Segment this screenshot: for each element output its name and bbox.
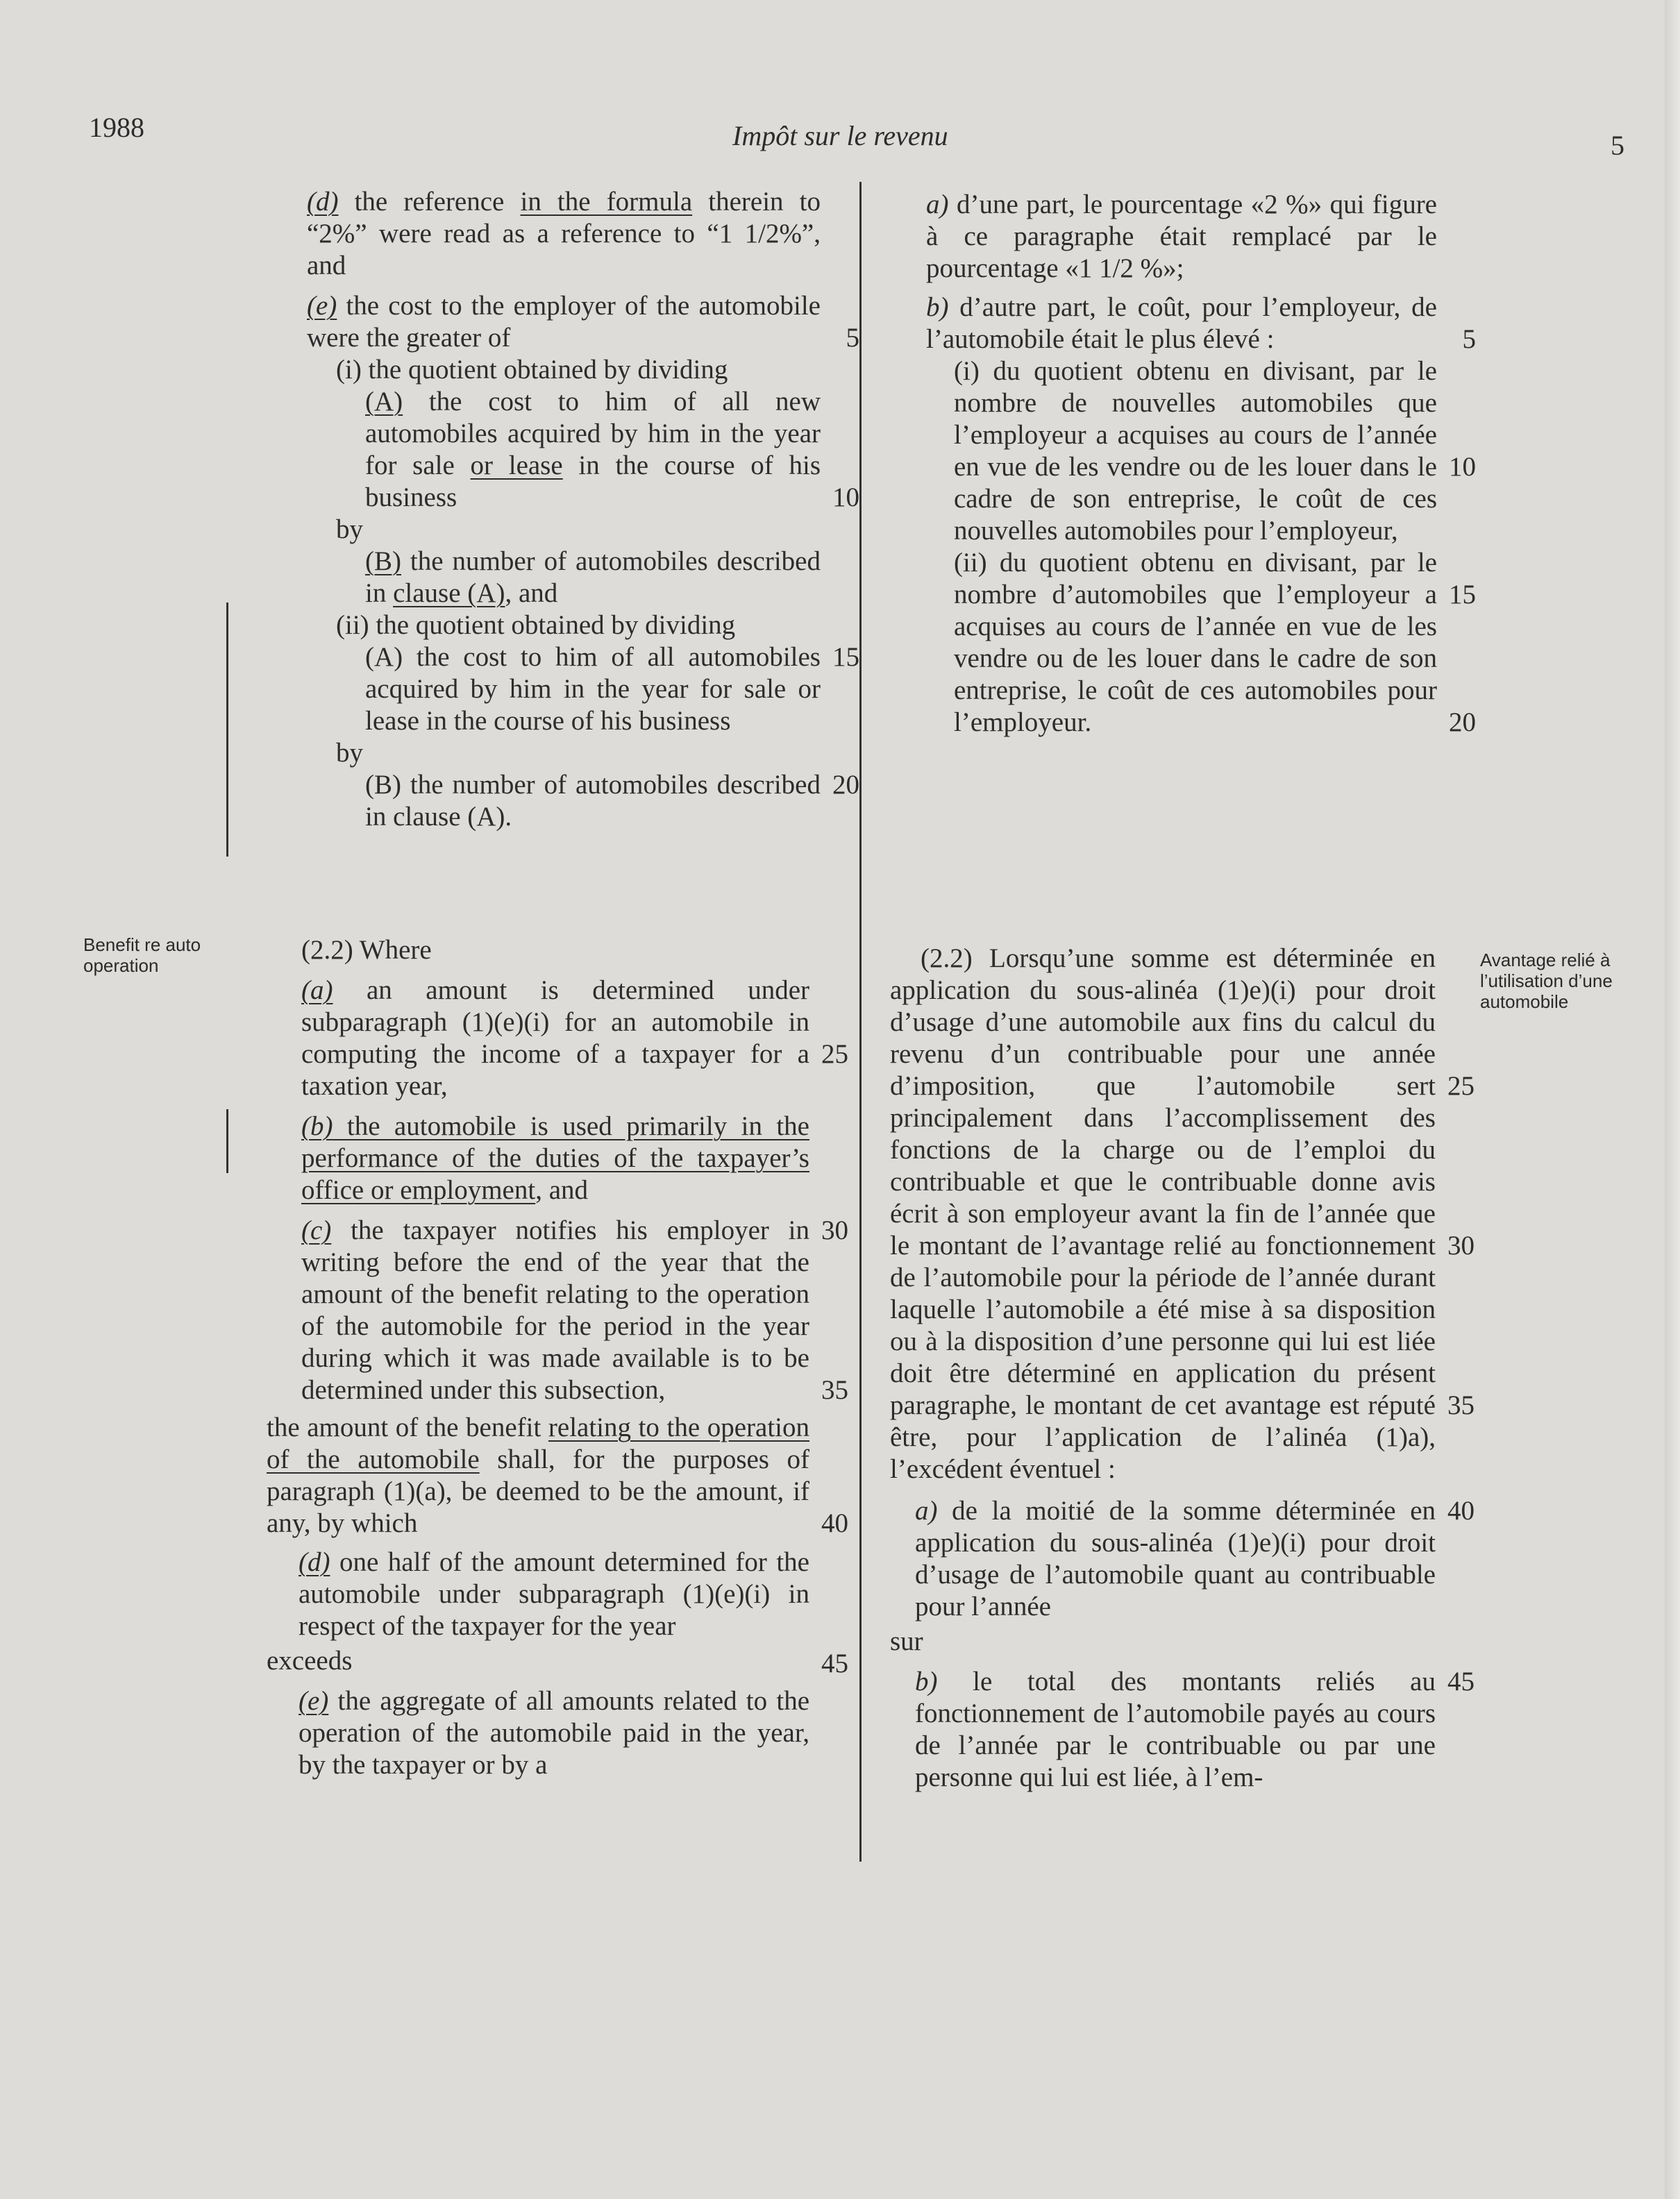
clause-text: d’autre part, le coût, pour l’employeur, de l’automobile était le plus élevé :: [926, 292, 1437, 354]
line-number: 40: [821, 1508, 848, 1538]
header-year: 1988: [89, 112, 144, 143]
connector-text: by: [336, 738, 363, 768]
clause-label: (c): [301, 1215, 332, 1245]
clause-text: (A) the cost to him of all automobiles acquired by him in the year for sale or lease in the course of his business: [365, 642, 821, 736]
clause-label: (d): [299, 1547, 330, 1577]
left-top-section: [307, 186, 859, 833]
clause-text: , and: [535, 1175, 588, 1205]
clause-label: (e): [299, 1686, 329, 1716]
clause-label: (e): [307, 291, 337, 321]
clause-text: , and: [505, 578, 558, 608]
clause-b-en: [267, 1111, 809, 1206]
subclause-text: (ii) the quotient obtained by dividing: [336, 610, 736, 640]
clause-d-en: [267, 1547, 809, 1642]
connector-text: exceeds: [267, 1646, 353, 1676]
subclause-ii: [307, 609, 821, 641]
line-number: 10: [832, 482, 859, 512]
line-number: 20: [1449, 707, 1476, 737]
clause-label: (b): [301, 1111, 333, 1141]
line-number: 15: [832, 642, 859, 672]
subclause-text: (ii) du quotient obtenu en divisant, par le nombre d’automobiles que l’employeur a acquises au cours de l’année en vue de les vendre ou de les louer dans le cadre de son entreprise, le coût de ces automobiles pour l’employeur.: [954, 548, 1437, 737]
revision-bar: [226, 603, 228, 857]
clause-text-underlined: clause (A): [393, 578, 505, 608]
connector-text: sur: [890, 1626, 923, 1656]
line-number: 25: [821, 1039, 848, 1069]
clause-text: the amount of the benefit: [267, 1413, 548, 1442]
clause-text: one half of the amount determined for the automobile under subparagraph (1)(e)(i) in respect of the taxpayer for the year: [299, 1547, 809, 1641]
right-top-section: [926, 189, 1476, 739]
clause-text: the cost to the employer of the automobile were the greater of: [307, 291, 821, 353]
page-edge: [1665, 0, 1680, 2199]
clause-text: therein to “2%” were read as a reference to “1 1/2%”, and: [307, 187, 821, 280]
header-title: Impôt sur le revenu: [732, 120, 948, 151]
line-number: 5: [1462, 324, 1476, 354]
subclause-ii-A: [307, 641, 859, 737]
line-number: 35: [821, 1375, 848, 1405]
clause-text: the aggregate of all amounts related to the operation of the automobile paid in the year, by the taxpayer or by a: [299, 1686, 809, 1780]
clause-text-underlined: the automobile is used primarily in the performance of the duties of the taxpayer’s office or employment: [301, 1111, 809, 1205]
right-bottom-section: [890, 943, 1475, 1794]
clause-label: (B): [365, 546, 401, 576]
line-number: 45: [821, 1649, 848, 1678]
clause-text: the cost to him of all new automobiles acquired by him in the year for sale: [365, 387, 821, 480]
subclause-i: [307, 354, 821, 386]
line-number: 15: [1449, 580, 1476, 609]
margin-note-french: Avantage relié à l’utilisation d’une automobile: [1480, 950, 1613, 1012]
page-number: 5: [1611, 130, 1624, 161]
margin-note-english: Benefit re auto operation: [83, 934, 201, 976]
clause-label: (d): [307, 187, 339, 217]
left-bottom-section: [267, 934, 848, 1781]
clause-text-underlined: relating to the operation of the automobile: [267, 1413, 809, 1474]
connector-text: by: [336, 514, 363, 544]
clause-text: (B) the number of automobiles described in clause (A).: [365, 770, 821, 832]
subclause-i-fr: [926, 355, 1476, 547]
clause-label: (A): [365, 387, 403, 416]
by-connector: [307, 514, 821, 546]
clause-label: a): [915, 1496, 938, 1526]
clause-text: the number of automobiles described in: [365, 546, 821, 608]
line-number: 40: [1447, 1496, 1475, 1526]
line-number: 30: [821, 1215, 848, 1245]
clause-text: shall, for the purposes of paragraph (1)(a), be deemed to be the amount, if any, by which: [267, 1444, 809, 1538]
clause-label: b): [926, 292, 949, 322]
subclause-text: (i) du quotient obtenu en divisant, par le nombre de nouvelles automobiles que l’employeur a acquises au cours de l’année en vue de les vendre ou de les louer dans le cadre de son entreprise, le coût de ces nouvelles automobiles pour l’employeur,: [954, 356, 1437, 546]
clause-text: the reference: [338, 187, 521, 217]
subclause-ii-B: [307, 769, 859, 833]
subclause-ii-fr: [926, 547, 1476, 739]
main-clause-en: [267, 1412, 848, 1540]
clause-label: a): [926, 189, 949, 219]
subsection-label: (2.2) Where: [301, 935, 432, 965]
clause-text: an amount is determined under subparagraph (1)(e)(i) for an automobile in computing the income of a taxpayer for a taxation year,: [301, 975, 809, 1101]
sur-connector: [890, 1626, 1436, 1658]
clause-c-en: [267, 1215, 848, 1406]
clause-a-fr: [926, 189, 1437, 285]
line-number: 10: [1449, 452, 1476, 482]
line-number: 25: [1447, 1071, 1475, 1101]
by-connector: [307, 737, 821, 769]
line-number: 45: [1447, 1667, 1475, 1696]
clause-label: (a): [301, 975, 333, 1005]
clause-label: b): [915, 1667, 938, 1696]
clause-e-en: [267, 1685, 809, 1781]
line-number: 20: [832, 770, 859, 800]
subclause-i-A: [307, 386, 859, 514]
subsection-text: (2.2) Lorsqu’une somme est déterminée en application du sous-alinéa (1)e)(i) pour droit d’usage d’une automobile aux fins du calcul du revenu d’un contribuable pour une année d’imposition, que l’automobile sert principalement dans l’accomplissement des fonctions de la charge ou de l’emploi du contribuable et que le contribuable donne avis écrit à son employeur avant la fin de l’année que le montant de l’avantage relié au fonctionnement de l’automobile pour la période de l’année durant laquelle l’automobile a été mise à sa disposition ou à la disposition d’une personne qui lui est liée doit être déterminé en application du présent paragraphe, le montant de cet avantage est réputé être, pour l’application de l’alinéa (1)a), l’excédent éventuel :: [890, 943, 1436, 1484]
clause-b-fr: [926, 292, 1476, 355]
clause-e: [307, 290, 859, 354]
clause-d: [307, 186, 821, 282]
clause-text: the taxpayer notifies his employer in writing before the end of the year that the amount of the benefit relating to the operation of the automobile for the period in the year during which it was made available is to be determined under this subsection,: [301, 1215, 809, 1405]
line-number: 35: [1447, 1390, 1475, 1420]
subclause-text: (i) the quotient obtained by dividing: [336, 355, 728, 385]
clause-b-fr-bottom: [890, 1666, 1475, 1794]
line-number: 30: [1447, 1231, 1475, 1261]
clause-text-underlined: in the formula: [520, 187, 693, 217]
clause-a-fr-bottom: [890, 1495, 1475, 1623]
clause-text-underlined: or lease: [470, 450, 563, 480]
subclause-i-B: [307, 546, 821, 609]
line-number: 5: [846, 323, 859, 353]
subsection-intro: [267, 934, 809, 966]
clause-a-en: [267, 975, 848, 1102]
clause-text: de la moitié de la somme déterminée en application du sous-alinéa (1)e)(i) pour droit d’usage de l’automobile quant au contribuable pour l’année: [915, 1496, 1436, 1621]
clause-text: le total des montants reliés au fonctionnement de l’automobile payés au cours de l’année par le contribuable ou par une personne qui lui est liée, à l’em-: [915, 1667, 1436, 1792]
subsection-intro-fr: [890, 943, 1475, 1485]
exceeds-connector: [267, 1645, 848, 1678]
clause-text: d’une part, le pourcentage «2 %» qui figure à ce paragraphe était remplacé par le pourcentage «1 1/2 %»;: [926, 189, 1437, 283]
revision-bar: [226, 1109, 228, 1173]
clause-text: in the course of his business: [365, 450, 821, 512]
column-divider: [859, 182, 862, 1862]
